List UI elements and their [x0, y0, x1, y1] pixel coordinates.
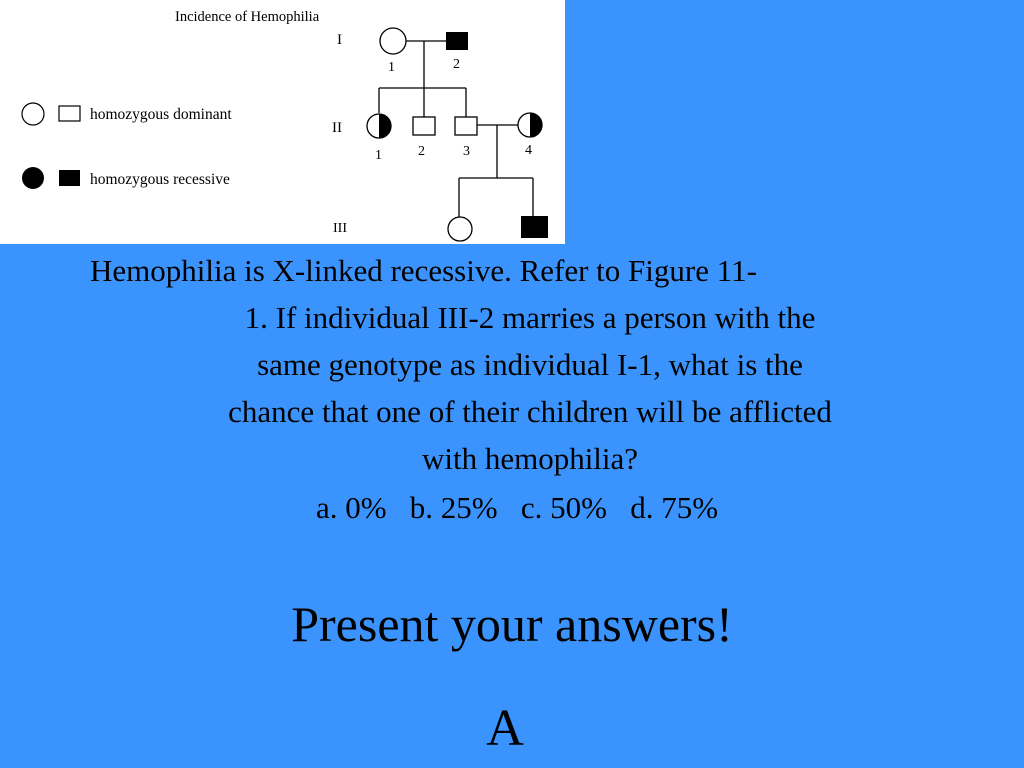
answer-choices: a. 0% b. 25% c. 50% d. 75%: [315, 490, 719, 525]
individual-iii-2: [521, 216, 548, 238]
legend-female-unaffected-symbol: [22, 103, 44, 125]
label-i-1: 1: [388, 60, 395, 75]
legend-male-affected-symbol: [59, 170, 80, 186]
label-ii-2: 2: [418, 144, 425, 159]
question-line-3: same genotype as individual I-1, what is the: [257, 347, 803, 382]
individual-i-1: [380, 28, 406, 54]
label-ii-1: 1: [375, 148, 382, 163]
label-i-2: 2: [453, 57, 460, 72]
question-line-4: chance that one of their children will be afflicted: [228, 394, 832, 429]
generation-label-ii: II: [332, 120, 342, 136]
pedigree-figure: [0, 0, 565, 244]
individual-iii-1: [448, 217, 472, 241]
present-answers-heading: Present your answers!: [291, 596, 733, 652]
pedigree-chart: [0, 0, 565, 244]
individual-i-2: [446, 32, 468, 50]
legend-label-dominant: homozygous dominant: [90, 106, 232, 123]
individual-ii-1-carrier-half: [379, 114, 391, 138]
legend-female-affected-symbol: [22, 167, 44, 189]
label-ii-3: 3: [463, 144, 470, 159]
question-line-5: with hemophilia?: [421, 441, 639, 476]
label-ii-4: 4: [525, 143, 532, 158]
individual-ii-3: [455, 117, 477, 135]
generation-label-i: I: [337, 32, 342, 48]
question-line-1: Hemophilia is X-linked recessive. Refer to Figure 11-: [90, 253, 757, 288]
individual-ii-2: [413, 117, 435, 135]
legend-male-unaffected-symbol: [59, 106, 80, 121]
question-text: [80, 247, 980, 482]
question-line-2: 1. If individual III-2 marries a person with the: [244, 300, 816, 335]
individual-ii-4-carrier-half: [530, 113, 542, 137]
legend-label-recessive: homozygous recessive: [90, 171, 230, 188]
revealed-answer: A: [486, 700, 524, 757]
figure-title: Incidence of Hemophilia: [175, 9, 320, 25]
generation-label-iii: III: [333, 221, 347, 236]
